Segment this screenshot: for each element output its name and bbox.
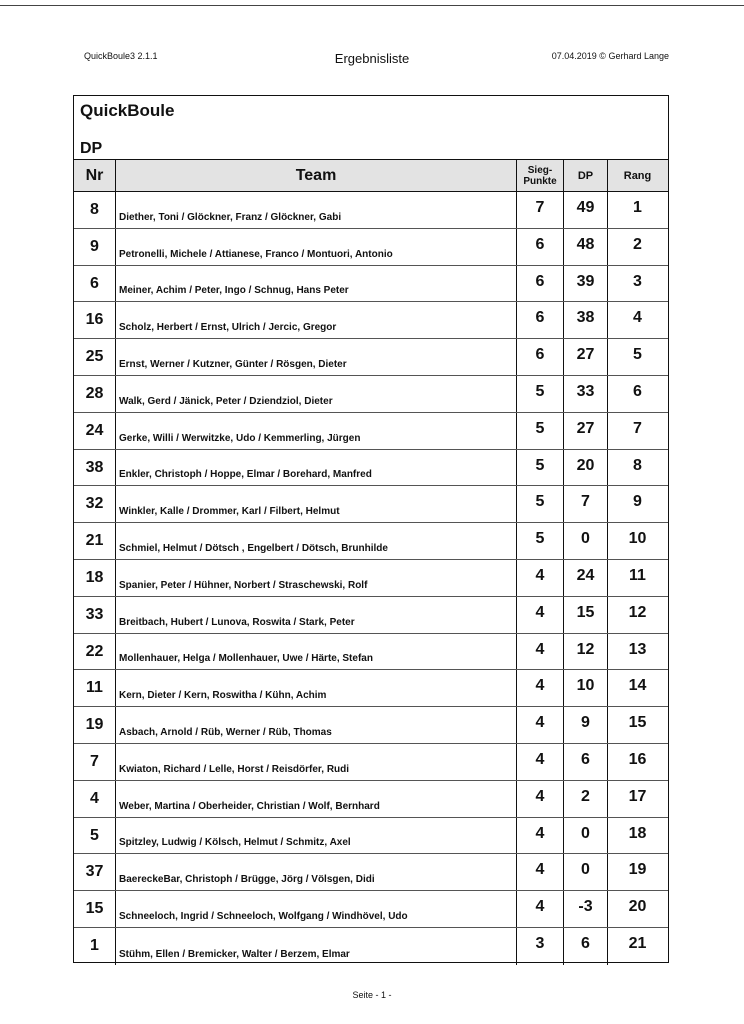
cell-dp: 6 <box>564 928 608 965</box>
cell-team: Petronelli, Michele / Attianese, Franco / Montuori, Antonio <box>116 229 517 265</box>
cell-dp: 27 <box>564 413 608 449</box>
cell-rang: 17 <box>628 787 647 805</box>
table-row <box>74 670 668 707</box>
cell-team: Stühm, Ellen / Bremicker, Walter / Berzem, Elmar <box>116 928 517 965</box>
cell-rang: 19 <box>628 861 647 879</box>
cell-nr: 37 <box>74 854 116 890</box>
cell-dp: 38 <box>564 302 608 338</box>
table-row <box>74 560 668 597</box>
cell-siegpunkte: 3 <box>517 928 564 965</box>
table-row <box>74 523 668 560</box>
cell-dp: 2 <box>564 781 608 817</box>
cell-dp: 24 <box>564 560 608 596</box>
column-header-sieg-line2: Punkte <box>523 175 557 187</box>
cell-team: Ernst, Werner / Kutzner, Günter / Rösgen, Dieter <box>116 339 517 375</box>
column-header-dp: DP <box>564 160 608 191</box>
cell-team: Winkler, Kalle / Drommer, Karl / Filbert, Helmut <box>116 486 517 522</box>
cell-nr: 1 <box>74 928 116 965</box>
table-header <box>74 159 668 192</box>
cell-team: Spitzley, Ludwig / Kölsch, Helmut / Schmitz, Axel <box>116 818 517 854</box>
table-row <box>74 597 668 634</box>
cell-siegpunkte: 5 <box>517 413 564 449</box>
cell-nr: 9 <box>74 229 116 265</box>
cell-nr: 22 <box>74 634 116 670</box>
cell-nr: 5 <box>74 818 116 854</box>
cell-dp: 20 <box>564 450 608 486</box>
cell-dp: 9 <box>564 707 608 743</box>
cell-dp: 33 <box>564 376 608 412</box>
cell-team: Schneeloch, Ingrid / Schneeloch, Wolfgang / Windhövel, Udo <box>116 891 517 927</box>
cell-siegpunkte: 4 <box>517 781 564 817</box>
table-row <box>74 891 668 928</box>
column-header-team: Team <box>116 160 517 191</box>
cell-dp: 12 <box>564 634 608 670</box>
table-row <box>74 854 668 891</box>
table-row <box>74 302 668 339</box>
cell-siegpunkte: 4 <box>517 891 564 927</box>
column-header-nr: Nr <box>74 160 116 191</box>
table-row <box>74 339 668 376</box>
cell-team: Diether, Toni / Glöckner, Franz / Glöckner, Gabi <box>116 192 517 228</box>
cell-siegpunkte: 5 <box>517 376 564 412</box>
cell-dp: 7 <box>564 486 608 522</box>
cell-nr: 6 <box>74 266 116 302</box>
cell-team: BaereckeBar, Christoph / Brügge, Jörg / Völsgen, Didi <box>116 854 517 890</box>
cell-nr: 18 <box>74 560 116 596</box>
cell-rang: 12 <box>628 603 647 621</box>
cell-nr: 33 <box>74 597 116 633</box>
table-row <box>74 707 668 744</box>
sheet-title: QuickBoule <box>80 101 175 120</box>
scan-edge <box>0 0 744 6</box>
cell-nr: 25 <box>74 339 116 375</box>
cell-siegpunkte: 4 <box>517 670 564 706</box>
cell-team: Breitbach, Hubert / Lunova, Roswita / Stark, Peter <box>116 597 517 633</box>
cell-team: Mollenhauer, Helga / Mollenhauer, Uwe / Härte, Stefan <box>116 634 517 670</box>
cell-rang: 1 <box>633 199 642 216</box>
cell-siegpunkte: 6 <box>517 229 564 265</box>
cell-rang: 13 <box>628 640 647 658</box>
table-row <box>74 634 668 671</box>
cell-siegpunkte: 6 <box>517 266 564 302</box>
table-body <box>74 192 668 965</box>
cell-rang: 21 <box>628 934 647 952</box>
cell-team: Kern, Dieter / Kern, Roswitha / Kühn, Achim <box>116 670 517 706</box>
cell-rang: 11 <box>629 566 646 584</box>
cell-rang: 16 <box>628 750 647 768</box>
cell-dp: 0 <box>564 523 608 559</box>
cell-nr: 21 <box>74 523 116 559</box>
column-header-rang: Rang <box>623 169 652 182</box>
cell-rang: 6 <box>633 382 642 400</box>
cell-siegpunkte: 6 <box>517 302 564 338</box>
cell-rang: 14 <box>628 677 647 695</box>
cell-rang: 10 <box>628 530 647 548</box>
cell-team: Weber, Martina / Oberheider, Christian / Wolf, Bernhard <box>116 781 517 817</box>
table-row <box>74 376 668 413</box>
cell-rang: 18 <box>628 824 647 842</box>
cell-team: Kwiaton, Richard / Lelle, Horst / Reisdörfer, Rudi <box>116 744 517 780</box>
cell-nr: 38 <box>74 450 116 486</box>
page-title: Ergebnisliste <box>334 51 410 66</box>
cell-rang: 5 <box>633 346 642 364</box>
cell-team: Scholz, Herbert / Ernst, Ulrich / Jercic, Gregor <box>116 302 517 338</box>
cell-siegpunkte: 7 <box>517 192 564 228</box>
table-row <box>74 229 668 266</box>
column-header-siegpunkte <box>517 160 564 191</box>
table-row <box>74 928 668 965</box>
table-row <box>74 413 668 450</box>
cell-nr: 15 <box>74 891 116 927</box>
cell-dp: 0 <box>564 854 608 890</box>
cell-siegpunkte: 4 <box>517 634 564 670</box>
table-row <box>74 486 668 523</box>
page-number: Seite - 1 - <box>352 990 392 1000</box>
cell-siegpunkte: 5 <box>517 486 564 522</box>
table-row <box>74 744 668 781</box>
cell-siegpunkte: 5 <box>517 523 564 559</box>
cell-team: Meiner, Achim / Peter, Ingo / Schnug, Hans Peter <box>116 266 517 302</box>
cell-siegpunkte: 5 <box>517 450 564 486</box>
table-row <box>74 450 668 487</box>
sheet-subtitle: DP <box>80 140 103 157</box>
cell-rang: 2 <box>633 235 642 253</box>
column-header-sieg-line1: Sieg- <box>527 164 553 176</box>
cell-nr: 4 <box>74 781 116 817</box>
cell-nr: 16 <box>74 302 116 338</box>
cell-dp: 0 <box>564 818 608 854</box>
cell-siegpunkte: 4 <box>517 744 564 780</box>
cell-dp: 27 <box>564 339 608 375</box>
cell-team: Gerke, Willi / Werwitzke, Udo / Kemmerling, Jürgen <box>116 413 517 449</box>
cell-dp: 39 <box>564 266 608 302</box>
cell-siegpunkte: 6 <box>517 339 564 375</box>
cell-nr: 24 <box>74 413 116 449</box>
date-author: 07.04.2019 © Gerhard Lange <box>551 51 669 61</box>
table-row <box>74 192 668 229</box>
table-row <box>74 818 668 855</box>
cell-dp: 48 <box>564 229 608 265</box>
cell-nr: 8 <box>74 192 116 228</box>
cell-team: Enkler, Christoph / Hoppe, Elmar / Borehard, Manfred <box>116 450 517 486</box>
cell-nr: 28 <box>74 376 116 412</box>
cell-dp: 49 <box>564 192 608 228</box>
cell-rang: 15 <box>628 714 647 732</box>
cell-dp: 6 <box>564 744 608 780</box>
cell-rang: 4 <box>633 309 642 327</box>
cell-siegpunkte: 4 <box>517 560 564 596</box>
cell-dp: 10 <box>564 670 608 706</box>
cell-siegpunkte: 4 <box>517 597 564 633</box>
cell-team: Spanier, Peter / Hühner, Norbert / Straschewski, Rolf <box>116 560 517 596</box>
cell-rang: 9 <box>633 493 642 511</box>
cell-siegpunkte: 4 <box>517 707 564 743</box>
table-row <box>74 781 668 818</box>
cell-nr: 7 <box>74 744 116 780</box>
cell-siegpunkte: 4 <box>517 818 564 854</box>
cell-dp: 15 <box>564 597 608 633</box>
cell-team: Asbach, Arnold / Rüb, Werner / Rüb, Thomas <box>116 707 517 743</box>
cell-nr: 19 <box>74 707 116 743</box>
table-row <box>74 266 668 303</box>
cell-rang: 8 <box>633 456 642 474</box>
result-table <box>73 95 669 963</box>
cell-team: Walk, Gerd / Jänick, Peter / Dziendziol, Dieter <box>116 376 517 412</box>
cell-siegpunkte: 4 <box>517 854 564 890</box>
cell-team: Schmiel, Helmut / Dötsch , Engelbert / Dötsch, Brunhilde <box>116 523 517 559</box>
cell-nr: 32 <box>74 486 116 522</box>
cell-rang: 7 <box>633 419 642 437</box>
cell-rang: 3 <box>633 272 642 290</box>
app-version: QuickBoule3 2.1.1 <box>84 51 158 61</box>
cell-nr: 11 <box>74 670 116 706</box>
cell-rang: 20 <box>628 898 647 916</box>
cell-dp: -3 <box>564 891 608 927</box>
